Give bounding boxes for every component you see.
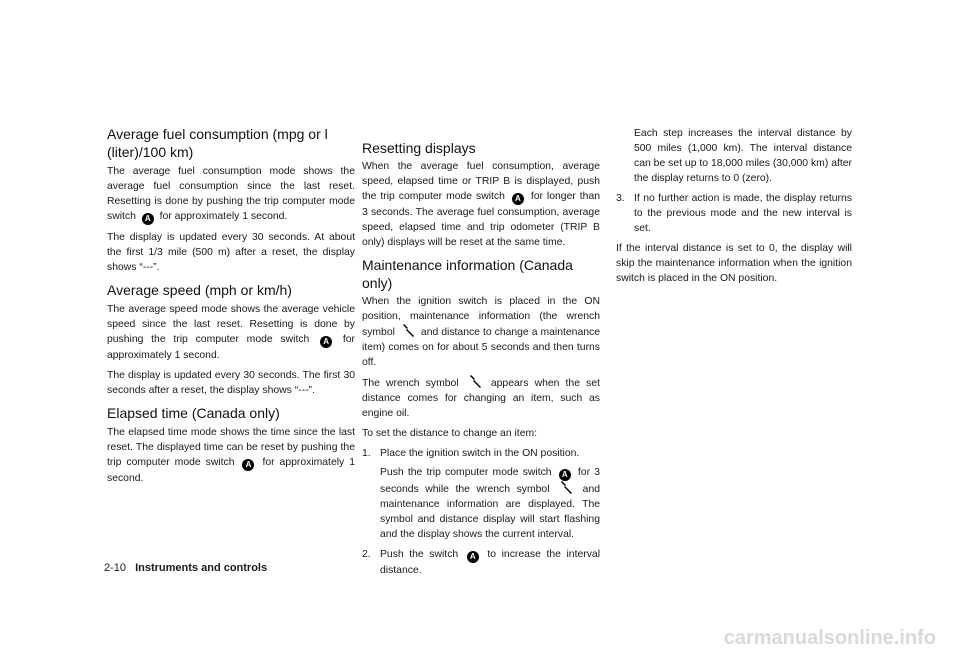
paragraph: The display is updated every 30 seconds. At about the first 1/3 mile (500 m) after a reset, the display shows “---”. [107, 232, 355, 273]
paragraph: The elapsed time mode shows the time since the last reset. The displayed time can be reset by pushing the trip computer mode switch A for approximately 1 second. [107, 427, 355, 484]
paragraph: The average speed mode shows the average vehicle speed since the last reset. Resetting is done by pushing the trip computer mode switch A for approximately 1 second. [107, 304, 356, 361]
section-title: Elapsed time (Canada only) [107, 405, 280, 421]
switch-a-icon: A [242, 459, 254, 471]
steps-list [362, 446, 600, 578]
column-right [616, 126, 852, 291]
page-footer [104, 562, 267, 574]
section-title: Resetting displays [362, 140, 476, 156]
paragraph: The display is updated every 30 seconds. The first 30 seconds after a reset, the display shows “---”. [107, 370, 355, 396]
paragraph: Each step increases the interval distance by 500 miles (1,000 km). The interval distance can be set up to 18,000 miles (30,000 km) after the display returns to 0 (zero). [634, 128, 852, 184]
section-elapsed-time [107, 404, 355, 486]
wrench-icon [401, 324, 415, 338]
switch-a-icon: A [320, 336, 332, 348]
paragraph: The wrench symbol appears when the set distance comes for changing an item, such as engine oil. [362, 375, 600, 421]
switch-a-icon: A [142, 213, 154, 225]
paragraph: When the average fuel consumption, average speed, elapsed time or TRIP B is displayed, push the trip computer mode switch A for longer than 3 seconds. The average fuel consumption, average speed, elapsed time and trip odometer (TRIP B only) displays will be reset at the same time. [362, 161, 600, 248]
list-item: 2. Push the switch A to increase the interval distance. [362, 549, 600, 576]
paragraph: To set the distance to change an item: [362, 428, 538, 439]
section-resetting [362, 139, 600, 250]
page-number: 2-10 [104, 562, 127, 574]
column-left [107, 125, 355, 492]
switch-a-icon: A [467, 551, 479, 563]
list-item: 3. If no further action is made, the display returns to the previous mode and the new interval is set. [616, 193, 852, 234]
wrench-icon [468, 375, 482, 389]
wrench-icon [559, 481, 573, 495]
steps-list [616, 191, 852, 236]
column-middle [362, 139, 600, 584]
section-title: Maintenance information (Canada only) [362, 257, 573, 291]
section-avg-fuel [107, 125, 355, 275]
section-maintenance [362, 256, 600, 578]
switch-a-icon: A [559, 469, 571, 481]
section-title: Average speed (mph or km/h) [107, 282, 292, 298]
paragraph: The average fuel consumption mode shows the average fuel consumption since the last reset. Resetting is done by pushing the trip computer mode switch A for approximately 1 second. [107, 166, 355, 223]
paragraph: When the ignition switch is placed in the ON position, maintenance information (the wrench symbol and distance to change a maintenance item) comes on for about 5 seconds and then turns off. [362, 296, 600, 368]
watermark: carmanualsonline.info [723, 627, 936, 649]
paragraph: If the interval distance is set to 0, the display will skip the maintenance information when the ignition switch is placed in the ON position. [616, 243, 852, 284]
switch-a-icon: A [512, 193, 524, 205]
section-title: Average fuel consumption (mpg or l (liter)/100 km) [107, 126, 328, 160]
section-avg-speed [107, 281, 355, 398]
list-item: 1. Place the ignition switch in the ON position. Push the trip computer mode switch A for 3 seconds while the wrench symbol and maintenance information are displayed. The symbol and distance display will start flashing and the display shows the current interval. [362, 448, 601, 540]
chapter-title: Instruments and controls [135, 562, 268, 574]
